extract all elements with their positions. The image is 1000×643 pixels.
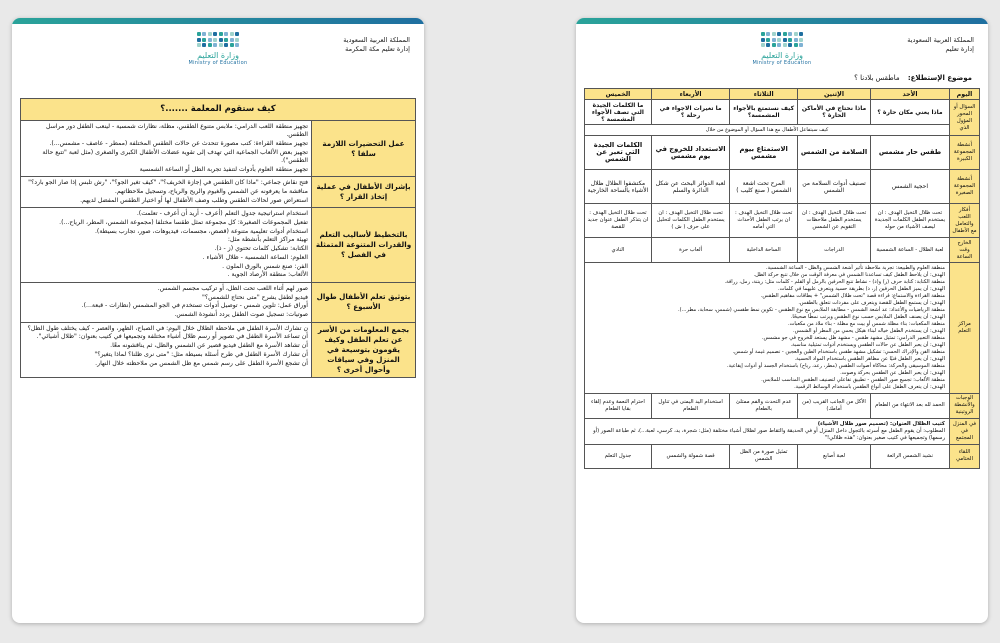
day-header: اليوم: [950, 89, 980, 100]
answer-line: صور لهم أثناء اللعب تحت الظل، أو تركيب مجسم الشمس.: [157, 284, 308, 292]
logo-dot: [208, 38, 212, 42]
day-header: الأحد: [870, 89, 949, 100]
main-topic-cell: السلامة من الشمس: [798, 136, 871, 170]
table-row: [21, 177, 416, 208]
logo-dot: [235, 32, 239, 36]
logo-dot: [783, 43, 787, 47]
planning-questions-table: [20, 98, 416, 378]
answer-line: استخدام استراتيجية جدول التعلم (أعرف - أريد أن أعرف - تعلمت).: [136, 210, 308, 218]
question-cell: ما تغيرات الاجواء في رحلة ؟: [651, 100, 729, 125]
small-topic-cell: لعبة الدوائر البحث عن شكل الدائرة والسلم: [651, 170, 729, 204]
main-topic-cell: الاستمتاع بيوم مشمس: [730, 136, 798, 170]
logo-dot: [235, 43, 239, 47]
main-topic-cell: طقس حار مشمس: [870, 136, 949, 170]
small-topic-cell: المرح تحت اشعة الشمس ( صنع كليب ): [730, 170, 798, 204]
center-line: منطقة التعبير الدرامي: تمثيل مشهد طقس - مشهد ظل يستعد للخروج في جو مشمس.: [761, 334, 945, 341]
logo-dot: [197, 43, 201, 47]
answer-line: أن تساعد الأسرة الطفل في تصوير أو رسم ظلال أشياء مختلفة وتجميعها في كتيب بعنوان: "ظلال أشيائي".: [36, 333, 308, 341]
answer-cell: [21, 282, 312, 322]
question-cell: ما الكلمات الجيدة التي تصف الأجواء المشمسة ؟: [585, 100, 652, 125]
logo-dot: [208, 43, 212, 47]
logo-dot: [761, 43, 765, 47]
main-topic-cell: الاستعداد للخروج في يوم مشمس: [651, 136, 729, 170]
logo-dot: [794, 38, 798, 42]
meal-cell: الأكل من الجانب القريب (من أمامك): [798, 393, 871, 418]
logo-dot: [777, 43, 781, 47]
row-label: أفكار اللعب والتعامل مع الأطفال: [950, 204, 980, 238]
question-cell: ماذا يعني مكان حارة ؟: [870, 100, 949, 125]
org-text: [343, 36, 410, 54]
logo-english: Ministry of Education: [752, 60, 812, 66]
answer-line: الفن: صنع شمس بالورق الملون .: [222, 262, 308, 270]
ministry-logo: [747, 32, 817, 66]
center-line: الهدف: أن يميز الطفل الحرفين (ز، ذ) بطريقة حسية ويتعرف عليهما في كلمات.: [778, 285, 945, 292]
org-line-1: المملكة العربية السعودية: [907, 36, 974, 44]
answer-line: فيديو لطفل يشرح "متى نحتاج للشمس؟": [202, 293, 308, 301]
question-note: كيف سيتفاعل الأطفال مع هذا السؤال أو الموضوع من خلال: [585, 125, 950, 136]
answer-line: تجهيز منطقة اللعب الدرامي: ملابس متنوع الطقس، مظلة، نظارات شمسية - لينعب الطفل دور مراسل الطقس.: [45, 123, 308, 139]
center-line: منطقة الكتابة: كتابة حرف (ز) و(ذ) - نشاط تتبع الحرفين بالرمل أو القلم - كلمات مثل: زيتنة، زمل، زرافة.: [724, 278, 945, 285]
logo-dot: [788, 43, 792, 47]
logo-dot: [202, 38, 206, 42]
center-line: الهدف: أن يلاحظ الطفل كيف تساعدنا الشمس في معرفة الوقت من خلال تتبع حركة الظل.: [753, 271, 945, 278]
answer-cell: [21, 177, 312, 208]
topic-value: ماطقس بلادنا ؟: [854, 74, 900, 82]
home-row: [585, 418, 980, 444]
question-note-row: [585, 125, 980, 136]
idea-cell: تحت ظلال التخيل الهدف : ان يستخدم الطفل الكلمات لتحليل على حرف ( ش ): [651, 204, 729, 238]
answer-line: تجهيز بعض الألعاب الجماعية التي تهدف إلى تقوية عضلات الأطفال الكبرى والصغرى (مثل لعبة "تتبع حالة الطقس").: [42, 148, 308, 164]
logo-dot: [197, 38, 201, 42]
row-label: مراكز التعلم: [950, 263, 980, 394]
ministry-logo: [183, 32, 253, 66]
center-line: منطقة الألعاب: تجميع صور الطقس - تطبيق تفاعلي لتصنيف الطقس المناسب للملابس.: [761, 376, 945, 383]
logo-dot: [230, 38, 234, 42]
day-header: الأربعاء: [651, 89, 729, 100]
table-row: [21, 282, 416, 322]
logo-dot: [761, 38, 765, 42]
logo-dot: [788, 38, 792, 42]
logo-dot: [761, 32, 765, 36]
center-line: منطقة الموسيقى والحركة: محاكاة أصوات الطقس (مطر، رعد، رياح) باستخدام الجسد أو أدوات إيقاعية.: [726, 362, 945, 369]
logo-dot: [766, 43, 770, 47]
answer-line: تجهيز منطقة العلوم بأدوات لتنفيذ تجربة الظل أو الساعة الشمسية: [139, 165, 308, 173]
home-title: كتيب الظلال العنوان: (تصميم صور ظلال الأشياء): [817, 420, 945, 427]
question-cell: بجمع المعلومات من الأسر عن تعلم الطفل وكيف يقومون بتوسيعة في المنزل وفي سياقات وأحوال أخرى ؟: [312, 322, 416, 377]
center-line: منطقة الفن والإدراك الحسي: تشكيل مشهد طقس باستخدام الطين والعجين - تصميم غيمة أو شمس.: [732, 348, 945, 355]
logo-dot: [213, 43, 217, 47]
answer-line: صوتيات: تسجيل صوت الطفل يردد أنشودة الشمس.: [174, 311, 308, 319]
outdoor-cell: ألعاب حرة: [651, 238, 729, 263]
answer-cell: [21, 121, 312, 177]
center-line: الهدف: أن يستخدم الطفل خياله لبناء هيكل يحمي من المطر أو الشمس.: [793, 327, 945, 334]
row-label: اللقاء الختامي: [950, 444, 980, 468]
logo-dot: [224, 38, 228, 42]
closing-cell: نشيد الشمس الرائعة: [870, 444, 949, 468]
logo-dot: [235, 38, 239, 42]
logo-dot: [202, 32, 206, 36]
outdoor-cell: النادي: [585, 238, 652, 263]
table-title: كيف ستقوم المعلمة .......؟: [21, 99, 416, 121]
answer-cell: [21, 322, 312, 377]
center-line: الهدف: أن يعبر الطفل عن حالات الطقس ويستخدم أدوات تمثيلية مناسبة.: [790, 341, 945, 348]
answer-line: الكتابة: تشكيل كلمات تحتوي (ز - ذ).: [214, 245, 308, 253]
meal-cell: الحمد لله بعد الانتهاء من الطعام: [870, 393, 949, 418]
day-header: الخميس: [585, 89, 652, 100]
day-header: الإثنين: [798, 89, 871, 100]
logo-dot: [783, 38, 787, 42]
meals-row: [585, 393, 980, 418]
logo-dot: [219, 32, 223, 36]
closing-cell: تمثيل صورة من الظل الشمس: [730, 444, 798, 468]
answer-line: أن تشارك الأسرة الطفل في طرح أسئلة بسيطة مثل: "متى نرى ظلنا؟ لماذا يتغير؟": [94, 350, 308, 358]
logo-arabic: وزارة التعليم: [761, 51, 803, 60]
question-cell: بتوثيق تعلم الأطفال طوال الأسبوع ؟: [312, 282, 416, 322]
logo-dot: [766, 38, 770, 42]
page-header: [12, 24, 424, 86]
question-cell: كيف نستمتع بالأجواء المشمسة؟: [730, 100, 798, 125]
closing-cell: لعبة أصابع: [798, 444, 871, 468]
page-right: [576, 18, 988, 623]
idea-cell: تحت ظلال التخيل الهدف : ان يرتب الطفل الأحداث التي أمامه: [730, 204, 798, 238]
logo-dot: [224, 32, 228, 36]
logo-dot: [219, 43, 223, 47]
logo-dot: [777, 38, 781, 42]
logo-dot: [202, 43, 206, 47]
logo-dot: [783, 32, 787, 36]
center-line: منطقة العلوم والطبيعة: تجربة ملاحظة تأثير أشعة الشمس والظل - الساعة الشمسية.: [765, 265, 945, 271]
question-cell: عمل التحضيرات اللازمة سلفا ؟: [312, 121, 416, 177]
logo-dot: [224, 43, 228, 47]
meal-cell: احترام النعمة وعدم إلقاء بقايا الطعام: [585, 393, 652, 418]
logo-dot: [772, 32, 776, 36]
table-row: [21, 121, 416, 177]
question-cell: بالتخطيط لأساليب التعلم والقدرات المتنوعة المتمثلة في الفصل ؟: [312, 208, 416, 283]
center-line: الهدف: أن يعبر الطفل عن الطقس بحركة وصوت.: [840, 369, 945, 376]
logo-dot: [794, 32, 798, 36]
row-label: في المنزل في المجتمع: [950, 418, 980, 444]
row-label: أنشطة المجموعة الصغيرة: [950, 170, 980, 204]
logo-dot: [230, 32, 234, 36]
org-text: [907, 36, 974, 54]
logo-dot: [772, 38, 776, 42]
answer-line: العلوم: الساعة الشمسية - ظلال الأشياء .: [202, 253, 308, 261]
question-cell: ماذا نحتاج في الأماكن الحارة ؟: [798, 100, 871, 125]
logo-dots-icon: [183, 32, 253, 47]
main-topics-row: [585, 136, 980, 170]
answer-line: تجهيز منطقة القراءة: كتب مصورة تتحدث عن حالات الطقس المختلفة (ممطر - عاصف - مشمس...).: [49, 139, 308, 147]
row-label: الوجبات والأنشطة الروتينية: [950, 393, 980, 418]
idea-cell: تحت ظلال التخيل الهدف : ان يستخدم الطفل ملاحظات التقويم عن الشمس: [798, 204, 871, 238]
logo-english: Ministry of Education: [188, 60, 248, 66]
question-cell: بإشراك الأطفال في عملية إتخاذ القرار ؟: [312, 177, 416, 208]
logo-dot: [213, 38, 217, 42]
answer-cell: [21, 208, 312, 283]
centers-row: [585, 263, 980, 394]
answer-line: تهيئة مراكز التعلم بأنشطة مثل:: [227, 236, 308, 244]
logo-arabic: وزارة التعليم: [197, 51, 239, 60]
logo-dot: [219, 38, 223, 42]
home-cell: [585, 418, 950, 444]
weekly-plan-table: [584, 88, 980, 469]
logo-dot: [772, 43, 776, 47]
table-row: [21, 208, 416, 283]
logo-dot: [788, 32, 792, 36]
page-left: [12, 18, 424, 623]
logo-dot: [197, 32, 201, 36]
table-row: [21, 322, 416, 377]
center-line: منطقة القراءة والاستماع: قراءة قصة "تحت ظلال الشمس" + بطاقات مفاهيم الطقس.: [760, 292, 945, 299]
centers-cell: [585, 263, 950, 394]
home-text: المطلوب: أن يقوم الطفل مع أسرته بالتجول داخل المنزل أو في الحديقة والتقاط صور لظلال أشياء مختلفة (مثل: شجرة، يد، كرسي، لعبة...)، ثم طباعة الصور (أو رسمها) وتجميعها في كتيب صغير بعنوان: "هذه ظلالي!": [593, 427, 945, 441]
ideas-row: [585, 204, 980, 238]
logo-dot: [766, 32, 770, 36]
center-line: الهدف: أن يستمع الطفل للقصة ويتعرف على مفردات تتعلق بالطقس.: [798, 299, 945, 306]
org-line-2: إدارة تعليم مكة المكرمة: [345, 45, 410, 53]
outdoor-cell: لعبة الظلال - الساعة الشمسية: [870, 238, 949, 263]
closing-cell: جدول التعلم: [585, 444, 652, 468]
idea-cell: تحت ظلال التخيل الهدف : ان يتذكر الطفل عنوان جديد للقصة: [585, 204, 652, 238]
closing-cell: قصة شمولة والشمس: [651, 444, 729, 468]
row-label: الخارج وقت الساعة: [950, 238, 980, 263]
answer-line: أن تشجع الأسرة الطفل على رسم شمس مع ظل الشمس من ملاحظته خلال النهار.: [95, 359, 308, 367]
answer-line: مناقشة ما يعرفونه عن الشمس والغيوم والريح والرياح، وتسجيل ملاحظاتهم.: [114, 187, 308, 195]
answer-line: استخدام أدوات تعليمية متنوعة (قصص، مجسمات، فيديوهات، صور، تجارب بسيطة).: [94, 227, 308, 235]
small-topic-cell: تصنيف أدوات السلامة من الشمس: [798, 170, 871, 204]
table-title-row: [21, 99, 416, 121]
center-line: الهدف: أن يتعرف الطفل على أنواع الطقس باستخدام الوسائط الرقمية.: [794, 383, 945, 390]
row-label: أنشطة المجموعة الكبيرة: [950, 136, 980, 170]
small-group-row: [585, 170, 980, 204]
topic-label: موضوع الإستطلاع:: [907, 74, 972, 82]
meal-cell: استخدام اليد اليمنى في تناول الطعام: [651, 393, 729, 418]
answer-line: الألعاب: منطقة الأرصاد الجوية .: [227, 271, 308, 279]
answer-line: أوراق عمل: تلوين شمس - توصيل أدوات تستخدم في الجو المشمس (نظارات - قبعة...).: [81, 302, 308, 310]
center-line: الهدف: أن يصنف الطفل الملابس حسب نوع الطقس ويرتب نمطًا صحيحًا.: [790, 313, 945, 320]
center-line: الهدف: أن يعبر الطفل فنيًا عن مظاهر الطقس باستخدام المواد الحسية.: [794, 355, 945, 362]
answer-line: استعراض صور لحالات الطقس وطلب وصف الأطفال لها أو اختيار الطقس المفضل لديهم.: [80, 196, 308, 204]
meal-cell: عدم التحدث والفم ممتلئ بالطعام: [730, 393, 798, 418]
day-header: الثلاثاء: [730, 89, 798, 100]
small-topic-cell: مكتشفوا الظلال ظلال الأشياء بالساحة الخارجية: [585, 170, 652, 204]
logo-dot: [799, 38, 803, 42]
logo-dot: [230, 43, 234, 47]
center-line: منطقة المكعبات: بناء مظلة شمس أو بيت مع مظلة - بناء ملاذ من مكعبات.: [788, 320, 945, 327]
questions-row: [585, 100, 980, 125]
small-topic-cell: احجية الشمس: [870, 170, 949, 204]
logo-dot: [213, 32, 217, 36]
answer-line: فتح نقاش جماعي: "ماذا كان الطقس في إجازة الخريف؟"، "كيف تغير الجو؟"، "رش تلبس إذا صار الجو بارد؟": [28, 179, 308, 187]
idea-cell: تحت ظلال التخيل الهدف : ان يستخدم الطفل الكلمات الجديدة ليصف الأشياء من حوله: [870, 204, 949, 238]
days-header-row: [585, 89, 980, 100]
main-topic-cell: الكلمات الجيدة التي تعبر عن الشمس: [585, 136, 652, 170]
outdoor-row: [585, 238, 980, 263]
closing-row: [585, 444, 980, 468]
logo-dots-icon: [747, 32, 817, 47]
outdoor-cell: الساحة الداخلية: [730, 238, 798, 263]
answer-line: تفعيل المجموعات الصغيرة: كل مجموعة تمثل طقسا مختلفا (مجموعة الشمس، المطر، الرياح...).: [59, 219, 308, 227]
logo-dot: [799, 43, 803, 47]
center-line: منطقة الرياضيات والأعداد: عد أشعة الشمس - مطابقة الملابس مع نوع الطقس - تكوين نمط طقسي (شمس، سحابة، مطر...).: [678, 306, 945, 313]
logo-dot: [799, 32, 803, 36]
logo-dot: [794, 43, 798, 47]
row-label: السؤال أو المحور المؤول الذي: [950, 100, 980, 136]
org-line-2: إدارة تعليم: [945, 45, 974, 53]
topic-title: [854, 74, 972, 82]
logo-dot: [777, 32, 781, 36]
answer-line: ن تشارك الأسرة الطفل في ملاحظة الظلال خلال اليوم: في الصباح، الظهر، والعصر - كيف يختلف طول الظل؟: [27, 324, 308, 332]
logo-dot: [208, 32, 212, 36]
org-line-1: المملكة العربية السعودية: [343, 36, 410, 44]
answer-line: أن تشاهد الأسرة مع الطفل فيديو قصير عن الشمس والظل، ثم يناقشونه معًا.: [110, 342, 308, 350]
outdoor-cell: الدراجات: [798, 238, 871, 263]
